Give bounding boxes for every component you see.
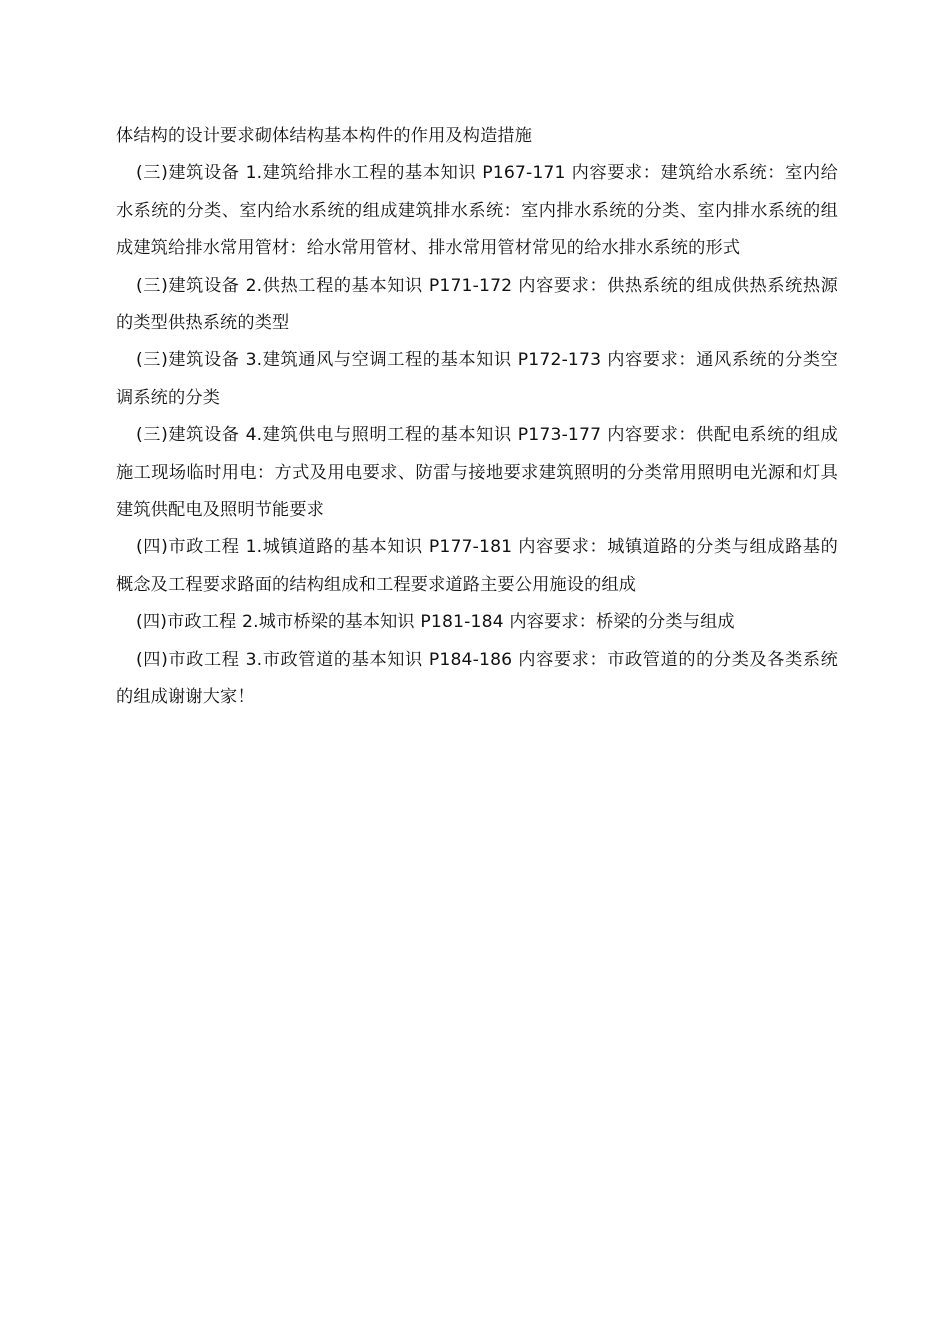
paragraph-urban-roads: (四)市政工程 1.城镇道路的基本知识 P177-181 内容要求：城镇道路的分类与组成路基的概念及工程要求路面的结构组成和工程要求道路主要公用施设的组成 bbox=[116, 537, 838, 595]
paragraph-ventilation-ac: (三)建筑设备 3.建筑通风与空调工程的基本知识 P172-173 内容要求：通风系统的分类空调系统的分类 bbox=[116, 350, 838, 408]
paragraph-power-lighting: (三)建筑设备 4.建筑供电与照明工程的基本知识 P173-177 内容要求：供配电系统的组成施工现场临时用电：方式及用电要求、防雷与接地要求建筑照明的分类常用照明电光源和灯具建筑供配电及照明节能要求 bbox=[116, 425, 838, 521]
paragraph-heating: (三)建筑设备 2.供热工程的基本知识 P171-172 内容要求：供热系统的组成供热系统热源的类型供热系统的类型 bbox=[116, 275, 838, 334]
paragraph-building-water-supply: (三)建筑设备 1.建筑给排水工程的基本知识 P167-171 内容要求：建筑给水系统：室内给水系统的分类、室内给水系统的组成建筑排水系统：室内排水系统的分类、室内排水系统的组成建筑给排水常用管材：给水常用管材、排水常用管材常见的给水排水系统的形式 bbox=[116, 163, 838, 259]
document-body bbox=[116, 118, 838, 717]
paragraph-municipal-pipes: (四)市政工程 3.市政管道的基本知识 P184-186 内容要求：市政管道的的分类及各类系统的组成谢谢大家！ bbox=[116, 649, 838, 708]
paragraph-urban-bridges: (四)市政工程 2.城市桥梁的基本知识 P181-184 内容要求：桥梁的分类与组成 bbox=[136, 612, 735, 633]
paragraph-continuation: 体结构的设计要求砌体结构基本构件的作用及构造措施 bbox=[116, 126, 533, 146]
